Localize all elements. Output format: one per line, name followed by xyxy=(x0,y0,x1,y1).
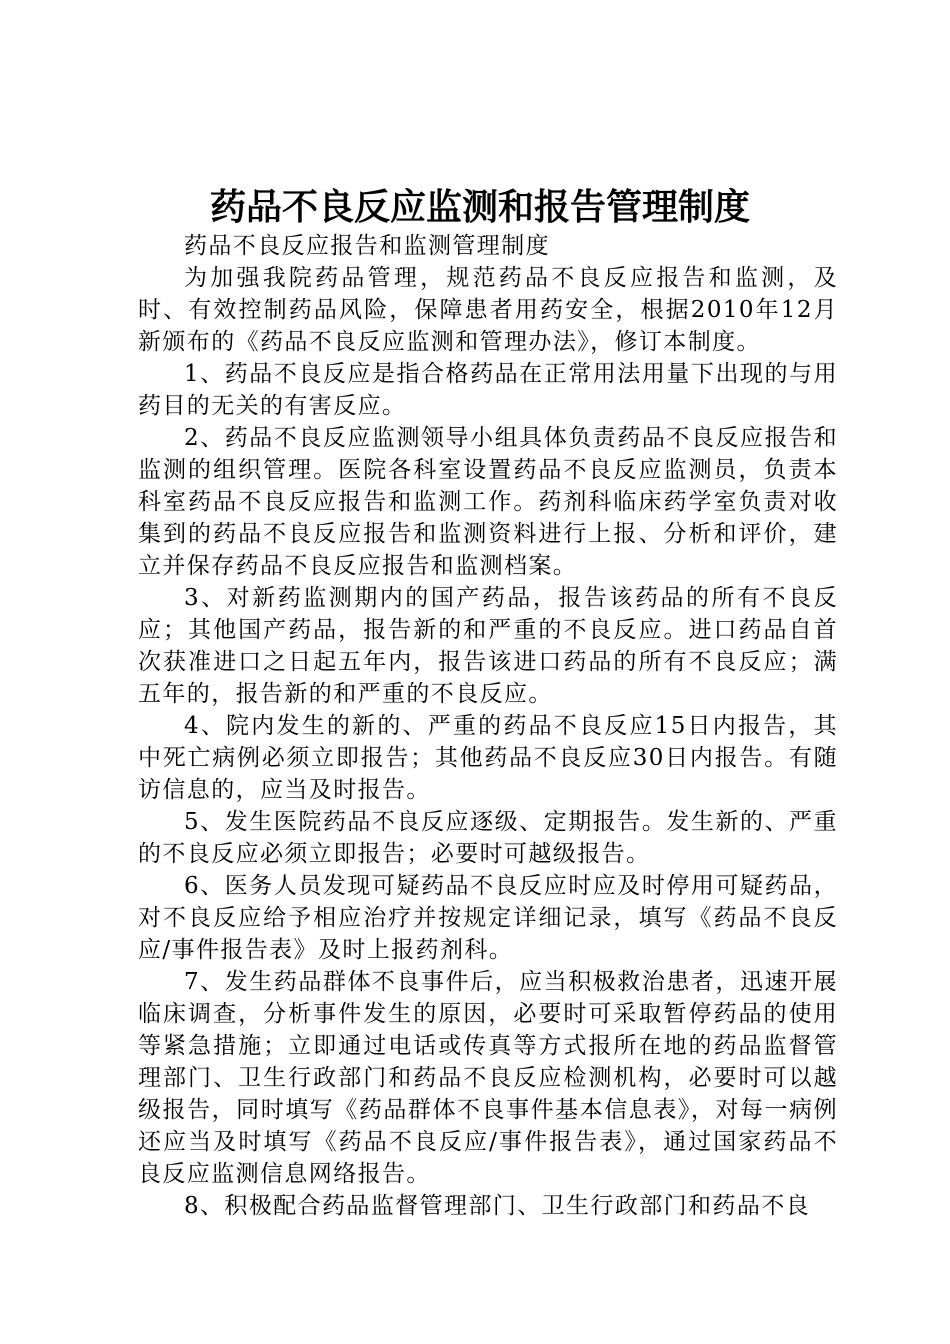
subtitle-paragraph: 药品不良反应报告和监测管理制度 xyxy=(184,233,550,259)
clause-2-paragraph: 2、药品不良反应监测领导小组具体负责药品不良反应报告和监测的组织管理。医院各科室设置药品不良反应监测员，负责本科室药品不良反应报告和监测工作。药剂科临床药学室负责对收集到的药品不良反应报告和监测资料进行上报、分析和评价，建立并保存药品不良反应报告和监测档案。 xyxy=(138,425,838,579)
intro-paragraph: 为加强我院药品管理，规范药品不良反应报告和监测，及时、有效控制药品风险，保障患者用药安全，根据2010年12月新颁布的《药品不良反应监测和管理办法》，修订本制度。 xyxy=(138,265,838,355)
clause-1-paragraph: 1、药品不良反应是指合格药品在正常用法用量下出现的与用药目的无关的有害反应。 xyxy=(138,361,838,419)
clause-8-paragraph: 8、积极配合药品监督管理部门、卫生行政部门和药品不良 xyxy=(184,1193,811,1219)
clause-4-paragraph: 4、院内发生的新的、严重的药品不良反应15日内报告，其中死亡病例必须立即报告；其他药品不良反应30日内报告。有随访信息的，应当及时报告。 xyxy=(138,713,838,803)
clause-5-paragraph: 5、发生医院药品不良反应逐级、定期报告。发生新的、严重的不良反应必须立即报告；必要时可越级报告。 xyxy=(138,809,838,867)
clause-6-paragraph: 6、医务人员发现可疑药品不良反应时应及时停用可疑药品，对不良反应给予相应治疗并按规定详细记录，填写《药品不良反应/事件报告表》及时上报药剂科。 xyxy=(138,873,838,963)
document-title: 药品不良反应监测和报告管理制度 xyxy=(209,187,750,228)
clause-3-paragraph: 3、对新药监测期内的国产药品，报告该药品的所有不良反应；其他国产药品，报告新的和严重的不良反应。进口药品自首次获准进口之日起五年内，报告该进口药品的所有不良反应；满五年的，报告新的和严重的不良反应。 xyxy=(138,585,838,707)
document-body xyxy=(138,230,838,1222)
clause-7-paragraph: 7、发生药品群体不良事件后，应当积极救治患者，迅速开展临床调查，分析事件发生的原因，必要时可采取暂停药品的使用等紧急措施；立即通过电话或传真等方式报所在地的药品监督管理部门、卫生行政部门和药品不良反应检测机构，必要时可以越级报告，同时填写《药品群体不良事件基本信息表》，对每一病例还应当及时填写《药品不良反应/事件报告表》，通过国家药品不良反应监测信息网络报告。 xyxy=(138,969,838,1187)
